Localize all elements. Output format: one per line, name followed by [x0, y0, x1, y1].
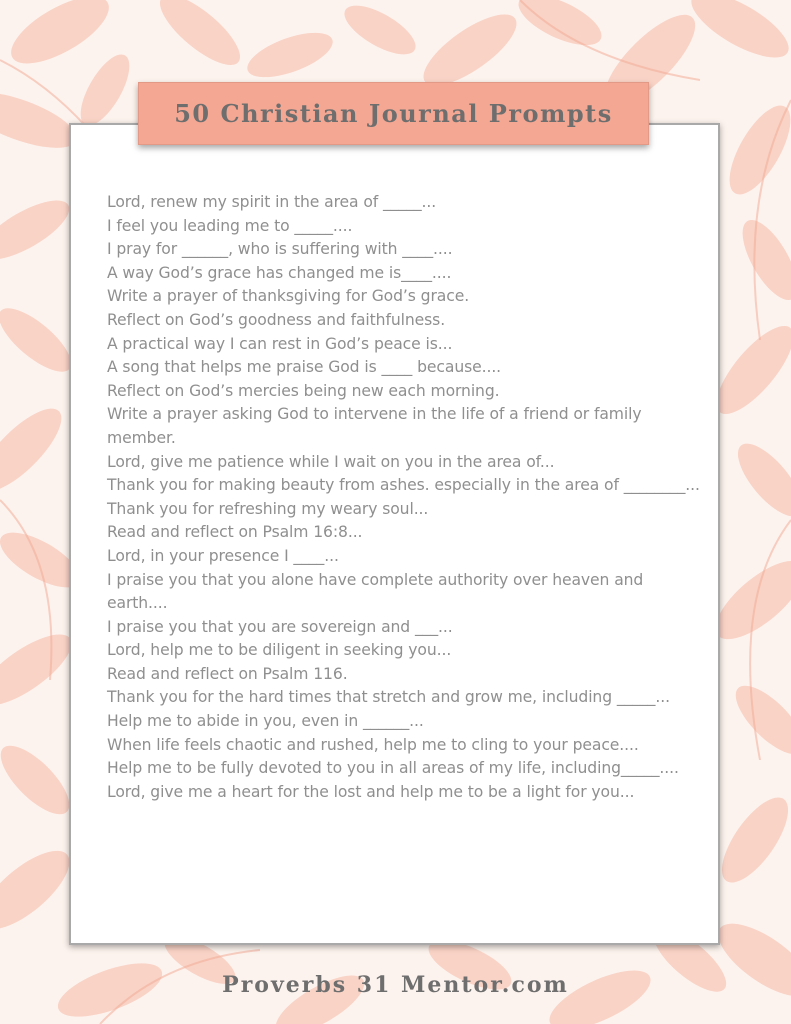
- footer-site-name: Proverbs 31 Mentor.com: [222, 972, 569, 998]
- footer: [0, 972, 791, 998]
- prompt-item: Thank you for making beauty from ashes. especially in the area of ________...: [107, 476, 700, 495]
- prompt-item: A way God’s grace has changed me is____....: [107, 263, 452, 282]
- prompt-item: Lord, give me patience while I wait on you in the area of...: [107, 452, 555, 471]
- prompt-item: I feel you leading me to _____....: [107, 216, 353, 235]
- prompt-item: A song that helps me praise God is ____ because....: [107, 358, 502, 377]
- prompt-item: Lord, in your presence I ____...: [107, 546, 339, 565]
- prompt-item: Lord, give me a heart for the lost and help me to be a light for you...: [107, 782, 635, 801]
- prompt-item: Reflect on God’s goodness and faithfulness.: [107, 310, 446, 329]
- prompt-item: Read and reflect on Psalm 116.: [107, 664, 348, 683]
- title-banner: [138, 82, 649, 145]
- prompt-item: Thank you for refreshing my weary soul...: [107, 499, 429, 518]
- prompt-item: I pray for ______, who is suffering with ____....: [107, 240, 453, 259]
- prompt-item: Thank you for the hard times that stretch and grow me, including _____...: [107, 688, 670, 707]
- prompt-item: Read and reflect on Psalm 16:8...: [107, 523, 363, 542]
- prompt-item: A practical way I can rest in God’s peace is...: [107, 334, 453, 353]
- page-title: 50 Christian Journal Prompts: [174, 99, 613, 128]
- prompt-item: Write a prayer asking God to intervene in the life of a friend or family member.: [107, 405, 642, 447]
- prompt-item: Lord, help me to be diligent in seeking you...: [107, 641, 452, 660]
- prompt-item: I praise you that you are sovereign and ___...: [107, 617, 453, 636]
- prompt-item: Reflect on God’s mercies being new each morning.: [107, 381, 500, 400]
- prompt-item: Help me to abide in you, even in ______...: [107, 712, 424, 731]
- prompt-item: Write a prayer of thanksgiving for God’s grace.: [107, 287, 470, 306]
- prompt-item: When life feels chaotic and rushed, help me to cling to your peace....: [107, 735, 639, 754]
- prompt-item: I praise you that you alone have complete authority over heaven and earth....: [107, 570, 644, 613]
- prompt-item: Help me to be fully devoted to you in all areas of my life, including_____....: [107, 759, 679, 778]
- prompt-list: [107, 191, 702, 804]
- prompt-item: Lord, renew my spirit in the area of _____...: [107, 193, 437, 211]
